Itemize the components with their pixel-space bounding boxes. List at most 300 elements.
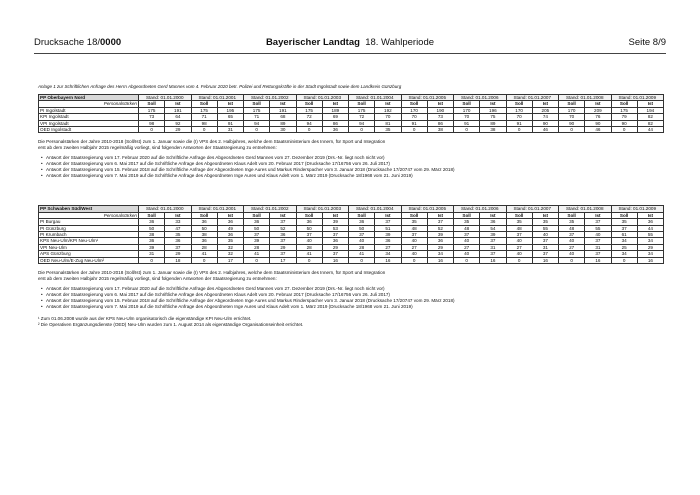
- table-cell: 72: [349, 114, 375, 120]
- document-title: Bayerischer Landtag 18. Wahlperiode: [265, 37, 435, 48]
- table-cell: 36: [480, 219, 506, 225]
- table-cell: 170: [454, 107, 480, 113]
- table-cell: 38: [427, 127, 453, 133]
- table-cell: 48: [454, 225, 480, 231]
- table-cell: 195: [217, 107, 243, 113]
- table-cell: 35: [401, 219, 427, 225]
- table-cell: 37: [349, 232, 375, 238]
- paragraph-line: Die Personalstärken der Jahre 2010-2018 (Soll/Ist) zum 1. Januar sowie die (I) VPS des 2. Halbjahres, welche dem Staatsministerium des Innern, für Sport und Integration: [38, 270, 386, 276]
- table-cell: 36: [375, 238, 401, 244]
- year-header: Stand: 01.01.2008: [559, 206, 612, 212]
- table-cell: 39: [139, 244, 165, 250]
- table-cell: 175: [244, 107, 270, 113]
- table-cell: 37: [270, 251, 296, 257]
- table-cell: 40: [349, 238, 375, 244]
- table-cell: 0: [506, 257, 532, 263]
- table-cell: 36: [270, 232, 296, 238]
- table-cell: 25: [611, 244, 637, 250]
- table-cell: 91: [401, 120, 427, 126]
- table-cell: 35: [559, 219, 585, 225]
- soll-header: Soll: [139, 101, 165, 107]
- table-cell: 17: [270, 257, 296, 263]
- page-content: [38, 84, 664, 328]
- table-cell: 94: [349, 120, 375, 126]
- table-cell: 37: [165, 244, 191, 250]
- staffing-paragraph-1: [38, 139, 664, 151]
- table-cell: 29: [165, 251, 191, 257]
- table-cell: 36: [139, 238, 165, 244]
- row-label: PI Krumbach: [39, 232, 139, 238]
- table-cell: 44: [637, 225, 663, 231]
- soll-header: Soll: [611, 101, 637, 107]
- soll-header: Soll: [191, 212, 217, 218]
- table-cell: 27: [559, 244, 585, 250]
- table-cell: 170: [401, 107, 427, 113]
- table-cell: 31: [217, 127, 243, 133]
- section-schwaben: [38, 205, 664, 310]
- table-cell: 31: [480, 244, 506, 250]
- table-cell: 0: [244, 127, 270, 133]
- table-cell: 38: [139, 232, 165, 238]
- table-cell: 35: [217, 238, 243, 244]
- table-title: PP Schwaben Süd/West: [39, 206, 139, 212]
- table-cell: 33: [165, 219, 191, 225]
- ist-header: Ist: [637, 212, 663, 218]
- ist-header: Ist: [270, 212, 296, 218]
- year-header: Stand: 01.01.2002: [244, 206, 297, 212]
- table-cell: 34: [637, 251, 663, 257]
- table-cell: 50: [139, 225, 165, 231]
- table-cell: 40: [532, 232, 558, 238]
- table-cell: 192: [375, 107, 401, 113]
- table-cell: 0: [296, 127, 322, 133]
- table-cell: 16: [427, 257, 453, 263]
- table-cell: 70: [454, 114, 480, 120]
- table-cell: 48: [401, 225, 427, 231]
- personal-label: Personalstärken: [39, 101, 139, 107]
- annex-note: Anlage 1 zur Schriftlichen Anfrage des Herrn Abgeordneten Gerd Mannes vom 4. Februar 2020 betr. Polizei und Rettungskräfte in der Stadt Ingolstadt sowie dem Landkreis Günzburg: [38, 84, 402, 89]
- page-number: Seite 8/9: [628, 37, 666, 48]
- table-cell: 29: [270, 244, 296, 250]
- table-cell: 39: [480, 232, 506, 238]
- answer-item: • Antwort der Staatsregierung vom 17. Februar 2020 auf die Schriftliche Anfrage des Abgeordneten Gerd Mannes vom 27. Dezember 2019 (Drs.-Nr. liegt noch nicht vor): [42, 155, 664, 161]
- table-cell: 175: [296, 107, 322, 113]
- table-cell: 98: [139, 120, 165, 126]
- table-cell: 36: [139, 219, 165, 225]
- answer-item: • Antwort der Staatsregierung vom 7. Mai 2019 auf die Schriftliche Anfrage des Abgeordneten Inge Aures und Klaus Adelt vom 1. März 2019 (Drucksache 18/1968 vom 21. Juni 2019): [42, 304, 664, 310]
- table-cell: 37: [532, 238, 558, 244]
- year-header: Stand: 01.01.2009: [611, 95, 664, 101]
- table-cell: 40: [585, 232, 611, 238]
- table-cell: 75: [480, 114, 506, 120]
- year-header: Stand: 01.01.2002: [244, 95, 297, 101]
- table-cell: 36: [349, 219, 375, 225]
- table-cell: 209: [585, 107, 611, 113]
- table-cell: 16: [637, 257, 663, 263]
- table-cell: 191: [270, 107, 296, 113]
- soll-header: Soll: [191, 101, 217, 107]
- table-cell: 55: [532, 225, 558, 231]
- year-header: Stand: 01.01.2007: [506, 206, 559, 212]
- table-cell: 65: [217, 114, 243, 120]
- table-cell: 37: [480, 238, 506, 244]
- footnote: ¹ Zum 01.06.2008 wurde aus der KPS Neu-Ulm organisatorisch die eigenständige KPI Neu-Ulm errichtet.: [38, 316, 252, 322]
- table-cell: 70: [506, 114, 532, 120]
- footnotes: [38, 316, 664, 328]
- table-cell: 189: [322, 107, 348, 113]
- table-cell: 0: [611, 127, 637, 133]
- table-cell: 39: [375, 232, 401, 238]
- table-cell: 37: [322, 232, 348, 238]
- footnote: ² Die Operativen Ergänzungsdienste (OED) Neu-Ulm wurden zum 1. August 2014 als eigenständige Organisationseinheit errichtet.: [38, 322, 304, 328]
- table-cell: 40: [506, 251, 532, 257]
- table-cell: 38: [480, 127, 506, 133]
- table-cell: 17: [217, 257, 243, 263]
- document-number: Drucksache 18/0000: [34, 37, 122, 48]
- row-label: KPI Ingolstadt: [39, 114, 139, 120]
- table-cell: 54: [480, 225, 506, 231]
- row-label: PI Burgau: [39, 219, 139, 225]
- table-cell: 47: [165, 225, 191, 231]
- ist-header: Ist: [585, 212, 611, 218]
- soll-header: Soll: [559, 101, 585, 107]
- year-header: Stand: 01.01.2005: [401, 206, 454, 212]
- ist-header: Ist: [375, 212, 401, 218]
- table-title: PP Oberbayern Nord: [39, 95, 139, 101]
- table-cell: 0: [401, 257, 427, 263]
- table-cell: 27: [375, 244, 401, 250]
- ist-header: Ist: [165, 212, 191, 218]
- table-cell: 28: [191, 244, 217, 250]
- year-header: Stand: 01.01.2000: [139, 206, 192, 212]
- row-label: KPS Neu-Ulm/KPI Neu-Ulm¹: [39, 238, 139, 244]
- table-cell: 39: [427, 232, 453, 238]
- ist-header: Ist: [480, 101, 506, 107]
- row-label: APS Günzburg: [39, 251, 139, 257]
- table-cell: 37: [375, 219, 401, 225]
- table-cell: 34: [375, 251, 401, 257]
- table-cell: 50: [349, 225, 375, 231]
- table-cell: 32: [217, 244, 243, 250]
- table-cell: 40: [401, 238, 427, 244]
- table-cell: 55: [585, 225, 611, 231]
- row-label: VPI Neu-Ulm: [39, 244, 139, 250]
- table-cell: 40: [454, 251, 480, 257]
- table-cell: 0: [349, 257, 375, 263]
- table-cell: 18: [165, 257, 191, 263]
- table-cell: 37: [585, 219, 611, 225]
- table-cell: 91: [217, 120, 243, 126]
- table-cell: 31: [585, 244, 611, 250]
- table-cell: 41: [296, 251, 322, 257]
- ist-header: Ist: [217, 212, 243, 218]
- table-cell: 90: [585, 120, 611, 126]
- table-cell: 37: [322, 251, 348, 257]
- table-cell: 46: [585, 127, 611, 133]
- year-header: Stand: 01.01.2006: [454, 206, 507, 212]
- table-cell: 27: [454, 244, 480, 250]
- table-cell: 68: [270, 114, 296, 120]
- table-cell: 37: [454, 232, 480, 238]
- table-cell: 27: [506, 244, 532, 250]
- table-cell: 32: [217, 251, 243, 257]
- ist-header: Ist: [532, 101, 558, 107]
- ist-header: Ist: [427, 212, 453, 218]
- table-cell: 0: [611, 257, 637, 263]
- table-cell: 31: [139, 251, 165, 257]
- table-cell: 36: [296, 219, 322, 225]
- table-cell: 29: [165, 127, 191, 133]
- table-cell: 30: [270, 127, 296, 133]
- table-cell: 37: [559, 232, 585, 238]
- table-cell: 36: [217, 219, 243, 225]
- table-row: [39, 257, 664, 263]
- table-cell: 70: [401, 114, 427, 120]
- table-cell: 37: [427, 219, 453, 225]
- paragraph-line: Die Personalstärken der Jahre 2010-2018 (Soll/Ist) zum 1. Januar sowie die (I) VPS des 2. Halbjahres, welche dem Staatsministerium des Innern, für Sport und Integration: [38, 139, 386, 145]
- table-cell: 196: [480, 107, 506, 113]
- table-cell: 0: [191, 257, 217, 263]
- ist-header: Ist: [427, 101, 453, 107]
- year-header: Stand: 01.01.2003: [296, 95, 349, 101]
- answer-item: • Antwort der Staatsregierung vom 6. Mai 2017 auf die Schriftliche Anfrage des Abgeordneten Klaus Adelt vom 20. Februar 2017 (Drucksache 17/16756 vom 26. Juli 2017): [42, 292, 664, 298]
- table-cell: 36: [637, 219, 663, 225]
- soll-header: Soll: [506, 101, 532, 107]
- table-cell: 36: [322, 127, 348, 133]
- soll-header: Soll: [296, 212, 322, 218]
- soll-header: Soll: [454, 101, 480, 107]
- table-cell: 36: [322, 238, 348, 244]
- table-cell: 34: [427, 251, 453, 257]
- table-cell: 16: [322, 257, 348, 263]
- table-cell: 16: [532, 257, 558, 263]
- table-cell: 37: [296, 232, 322, 238]
- table-cell: 39: [244, 238, 270, 244]
- soll-header: Soll: [401, 212, 427, 218]
- table-cell: 37: [585, 251, 611, 257]
- answer-list-2: [38, 286, 664, 310]
- table-cell: 35: [165, 232, 191, 238]
- table-cell: 28: [296, 244, 322, 250]
- table-cell: 38: [191, 232, 217, 238]
- ist-header: Ist: [480, 212, 506, 218]
- table-cell: 27: [401, 244, 427, 250]
- table-cell: 49: [217, 225, 243, 231]
- table-cell: 37: [270, 219, 296, 225]
- staffing-table-oberbayern-nord: [38, 94, 664, 133]
- soll-header: Soll: [611, 212, 637, 218]
- soll-header: Soll: [559, 212, 585, 218]
- table-cell: 40: [401, 251, 427, 257]
- table-cell: 175: [349, 107, 375, 113]
- table-cell: 31: [532, 244, 558, 250]
- table-cell: 35: [611, 219, 637, 225]
- table-cell: 79: [611, 114, 637, 120]
- table-cell: 44: [637, 127, 663, 133]
- table-cell: 40: [454, 238, 480, 244]
- table-row: [39, 127, 664, 133]
- year-header: Stand: 01.01.2001: [191, 95, 244, 101]
- table-cell: 41: [191, 251, 217, 257]
- table-cell: 86: [322, 120, 348, 126]
- table-cell: 40: [296, 238, 322, 244]
- table-cell: 37: [270, 238, 296, 244]
- table-cell: 0: [454, 257, 480, 263]
- table-cell: 0: [349, 127, 375, 133]
- year-header: Stand: 01.01.2003: [296, 206, 349, 212]
- year-header: Stand: 01.01.2001: [191, 206, 244, 212]
- table-cell: 28: [349, 244, 375, 250]
- answer-item: • Antwort der Staatsregierung vom 17. Februar 2020 auf die Schriftliche Anfrage des Abgeordneten Gerd Mannes vom 27. Dezember 2019 (Drs.-Nr. liegt noch nicht vor): [42, 286, 664, 292]
- year-header: Stand: 01.01.2009: [611, 206, 664, 212]
- table-cell: 81: [375, 120, 401, 126]
- table-cell: 170: [559, 107, 585, 113]
- ist-header: Ist: [322, 212, 348, 218]
- page-header: [34, 36, 666, 50]
- table-cell: 35: [454, 219, 480, 225]
- soll-header: Soll: [296, 101, 322, 107]
- staffing-table-schwaben-sued-west: [38, 205, 664, 264]
- table-cell: 82: [637, 120, 663, 126]
- soll-header: Soll: [349, 212, 375, 218]
- soll-header: Soll: [244, 101, 270, 107]
- soll-header: Soll: [506, 212, 532, 218]
- table-cell: 37: [532, 251, 558, 257]
- table-cell: 34: [611, 238, 637, 244]
- row-label: OED Neu-Ulm/E-Zug Neu-Ulm²: [39, 257, 139, 263]
- table-cell: 52: [270, 225, 296, 231]
- table-cell: 0: [139, 127, 165, 133]
- ist-header: Ist: [165, 101, 191, 107]
- table-cell: 35: [506, 219, 532, 225]
- table-cell: 205: [532, 107, 558, 113]
- answer-item: • Antwort der Staatsregierung vom 15. Februar 2018 auf die Schriftliche Anfrage der Abgeordneten Inge Aures und Markus Rinderspacher vom 3. Januar 2018 (Drucksache 17/20747 vom 29. März 2018): [42, 167, 664, 173]
- soll-header: Soll: [454, 212, 480, 218]
- table-cell: 50: [244, 225, 270, 231]
- table-cell: 190: [427, 107, 453, 113]
- table-cell: 73: [427, 114, 453, 120]
- table-cell: 52: [427, 225, 453, 231]
- table-cell: 0: [559, 127, 585, 133]
- table-cell: 40: [506, 238, 532, 244]
- table-cell: 72: [296, 114, 322, 120]
- year-header: Stand: 01.01.2000: [139, 95, 192, 101]
- soll-header: Soll: [244, 212, 270, 218]
- soll-header: Soll: [349, 101, 375, 107]
- year-header: Stand: 01.01.2005: [401, 95, 454, 101]
- table-cell: 53: [322, 225, 348, 231]
- table-cell: 61: [611, 232, 637, 238]
- table-cell: 98: [191, 120, 217, 126]
- table-cell: 64: [165, 114, 191, 120]
- header-rule: [34, 53, 666, 54]
- table-cell: 40: [559, 251, 585, 257]
- ist-header: Ist: [532, 212, 558, 218]
- personal-label: Personalstärken: [39, 212, 139, 218]
- paragraph-line: erst ab dem zweiten Halbjahr 2015 regelmäßig vorliegt, sind folgenden Antworten der Staatsregierung zu entnehmen:: [38, 276, 277, 282]
- table-cell: 46: [532, 127, 558, 133]
- table-cell: 0: [559, 257, 585, 263]
- table-cell: 29: [637, 244, 663, 250]
- table-cell: 37: [585, 238, 611, 244]
- table-cell: 37: [611, 225, 637, 231]
- table-cell: 41: [244, 251, 270, 257]
- table-cell: 92: [165, 120, 191, 126]
- table-cell: 194: [637, 107, 663, 113]
- table-cell: 36: [217, 232, 243, 238]
- table-cell: 0: [244, 257, 270, 263]
- table-cell: 175: [191, 107, 217, 113]
- table-cell: 74: [532, 114, 558, 120]
- table-cell: 89: [480, 120, 506, 126]
- table-cell: 48: [559, 225, 585, 231]
- table-cell: 94: [296, 120, 322, 126]
- table-cell: 0: [296, 257, 322, 263]
- table-cell: 37: [244, 232, 270, 238]
- table-cell: 50: [296, 225, 322, 231]
- table-cell: 91: [454, 120, 480, 126]
- table-cell: 90: [559, 120, 585, 126]
- row-label: PI Ingolstadt: [39, 107, 139, 113]
- table-cell: 51: [375, 225, 401, 231]
- table-cell: 90: [611, 120, 637, 126]
- table-cell: 71: [191, 114, 217, 120]
- table-cell: 0: [191, 127, 217, 133]
- ist-header: Ist: [375, 101, 401, 107]
- table-cell: 191: [165, 107, 191, 113]
- table-cell: 39: [322, 219, 348, 225]
- table-cell: 37: [506, 232, 532, 238]
- year-header: Stand: 01.01.2006: [454, 95, 507, 101]
- table-cell: 69: [322, 114, 348, 120]
- table-cell: 0: [401, 127, 427, 133]
- table-cell: 34: [611, 251, 637, 257]
- table-cell: 16: [480, 257, 506, 263]
- table-cell: 73: [139, 114, 165, 120]
- table-cell: 16: [375, 257, 401, 263]
- ist-header: Ist: [270, 101, 296, 107]
- table-cell: 91: [506, 120, 532, 126]
- year-header: Stand: 01.01.2007: [506, 95, 559, 101]
- table-cell: 76: [585, 114, 611, 120]
- answer-item: • Antwort der Staatsregierung vom 6. Mai 2017 auf die Schriftliche Anfrage des Abgeordneten Klaus Adelt vom 20. Februar 2017 (Drucksache 17/16756 vom 26. Juli 2017): [42, 161, 664, 167]
- table-cell: 89: [270, 120, 296, 126]
- soll-header: Soll: [139, 212, 165, 218]
- table-cell: 29: [427, 244, 453, 250]
- table-cell: 94: [244, 120, 270, 126]
- year-header: Stand: 01.01.2004: [349, 206, 402, 212]
- table-cell: 34: [637, 238, 663, 244]
- table-cell: 36: [427, 238, 453, 244]
- ist-header: Ist: [322, 101, 348, 107]
- row-label: OED Ingolstadt: [39, 127, 139, 133]
- ist-header: Ist: [217, 101, 243, 107]
- table-cell: 0: [506, 127, 532, 133]
- answer-list-1: [38, 155, 664, 179]
- table-cell: 16: [585, 257, 611, 263]
- table-cell: 90: [532, 120, 558, 126]
- table-cell: 35: [532, 219, 558, 225]
- answer-item: • Antwort der Staatsregierung vom 7. Mai 2019 auf die Schriftliche Anfrage des Abgeordneten Inge Aures und Klaus Adelt vom 1. März 2019 (Drucksache 18/1968 vom 21. Juni 2019): [42, 173, 664, 179]
- table-cell: 70: [375, 114, 401, 120]
- year-header: Stand: 01.01.2008: [559, 95, 612, 101]
- table-cell: 41: [349, 251, 375, 257]
- table-cell: 86: [427, 120, 453, 126]
- staffing-paragraph-2: [38, 270, 664, 282]
- table-cell: 37: [401, 232, 427, 238]
- table-cell: 170: [506, 107, 532, 113]
- ist-header: Ist: [585, 101, 611, 107]
